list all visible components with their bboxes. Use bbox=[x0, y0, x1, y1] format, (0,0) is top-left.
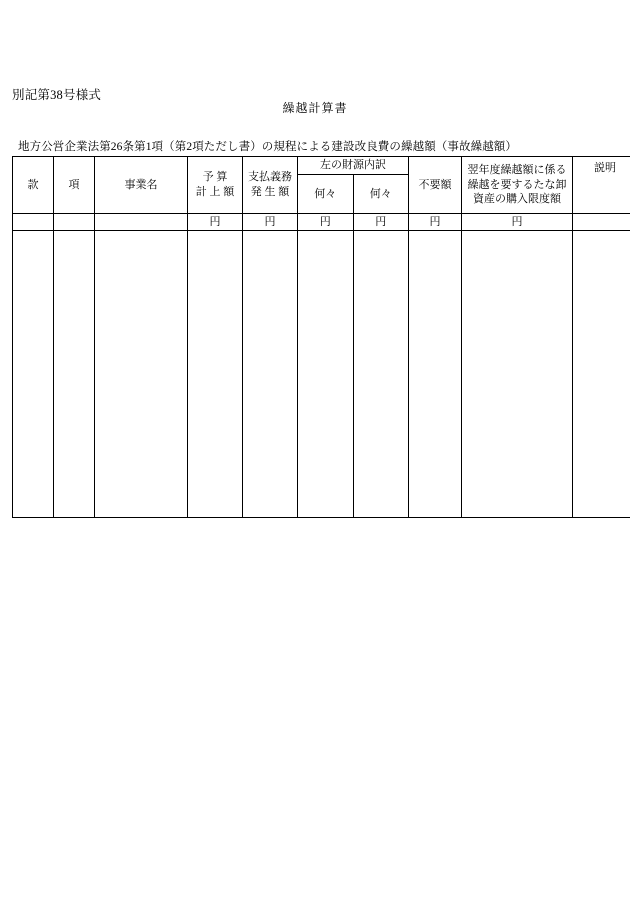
unit-zaigen2: 円 bbox=[353, 214, 409, 231]
cell-setsumei[interactable] bbox=[573, 231, 630, 518]
cell-fuyogaku[interactable] bbox=[409, 231, 462, 518]
cell-shiharai[interactable] bbox=[243, 231, 298, 518]
cell-zaigen1[interactable] bbox=[298, 231, 354, 518]
header-yosan-line1: 予 算 bbox=[202, 171, 228, 184]
header-yokunendo-line1: 翌年度繰越額に係る bbox=[467, 163, 567, 176]
header-ko: 項 bbox=[54, 157, 95, 214]
header-setsumei: 説明 bbox=[573, 157, 630, 214]
cell-kan[interactable] bbox=[13, 231, 54, 518]
unit-jigyomei bbox=[95, 214, 188, 231]
header-yosan-line2: 計 上 額 bbox=[195, 186, 235, 198]
header-shiharai-line1: 支払義務 bbox=[248, 171, 292, 184]
table-row bbox=[13, 231, 630, 518]
unit-ko bbox=[54, 214, 95, 231]
header-yokunendo-line2: 繰越を要するたな卸 bbox=[467, 178, 567, 191]
unit-kan bbox=[13, 214, 54, 231]
header-fuyogaku: 不要額 bbox=[409, 157, 462, 214]
header-shiharai bbox=[243, 157, 298, 214]
unit-zaigen1: 円 bbox=[298, 214, 354, 231]
document-title: 繰越計算書 bbox=[282, 101, 348, 115]
cell-jigyomei[interactable] bbox=[95, 231, 188, 518]
header-yokunendo bbox=[462, 157, 573, 214]
cell-yokunendo[interactable] bbox=[462, 231, 573, 518]
header-yokunendo-line3: 資産の購入限度額 bbox=[473, 193, 561, 206]
carryover-calculation-table bbox=[12, 156, 630, 518]
table-unit-row bbox=[13, 214, 630, 231]
header-kan: 款 bbox=[13, 157, 54, 214]
document-subtitle: 地方公営企業法第26条第1項（第2項ただし書）の規程による建設改良費の繰越額（事故繰越額） bbox=[18, 141, 517, 153]
cell-zaigen2[interactable] bbox=[353, 231, 409, 518]
header-yosan bbox=[188, 157, 243, 214]
header-jigyomei: 事業名 bbox=[95, 157, 188, 214]
header-shiharai-line2: 発 生 額 bbox=[250, 186, 290, 198]
unit-yosan: 円 bbox=[188, 214, 243, 231]
header-zaigen-sub1: 何々 bbox=[298, 175, 354, 214]
unit-fuyogaku: 円 bbox=[409, 214, 462, 231]
header-zaigen-sub2: 何々 bbox=[353, 175, 409, 214]
unit-setsumei bbox=[573, 214, 630, 231]
table-header-row-1 bbox=[13, 157, 630, 175]
cell-ko[interactable] bbox=[54, 231, 95, 518]
header-zaigen-group: 左の財源内訳 bbox=[298, 157, 409, 175]
unit-shiharai: 円 bbox=[243, 214, 298, 231]
cell-yosan[interactable] bbox=[188, 231, 243, 518]
unit-yokunendo: 円 bbox=[462, 214, 573, 231]
form-number: 別記第38号様式 bbox=[12, 88, 102, 102]
